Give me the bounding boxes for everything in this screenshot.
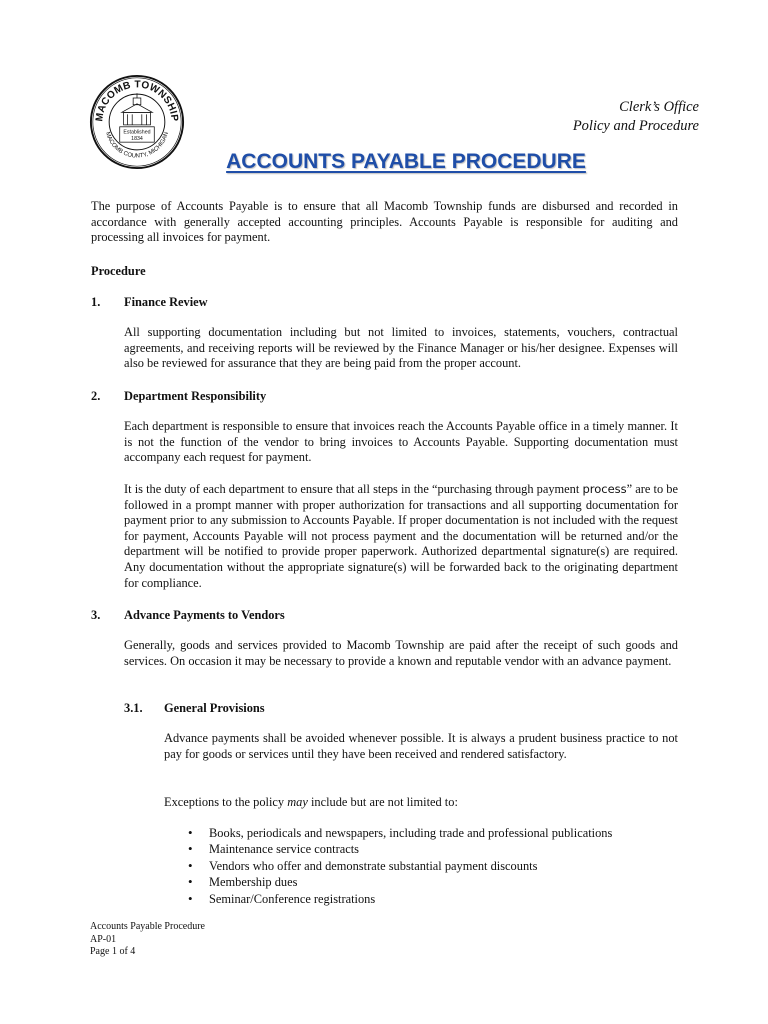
- svg-text:Established: Established: [123, 129, 151, 136]
- svg-text:1834: 1834: [131, 136, 143, 143]
- section-title: Finance Review: [124, 295, 208, 309]
- list-item: • Books, periodicals and newspapers, including trade and professional publications: [188, 825, 678, 841]
- process-word: process: [582, 482, 627, 496]
- body-text: ” are to be followed in a prompt manner with proper authorization for transactions and all supporting documentation for payment prior to any submission to Accounts Payable. If proper documentation is not included with the request for payment, Accounts Payable will not process payment and the documentation will be returned and/or the department will be notified to provide proper paperwork. Authorized departmental signature(s) are required. Any documentation without the appropriate signature(s) will be forwarded back to the originating department for compliance.: [124, 482, 678, 590]
- section-1-heading: [91, 294, 208, 310]
- section-3-heading: [91, 607, 285, 623]
- section-1-body: All supporting documentation including but not limited to invoices, statements, vouchers, contractual agreements, and receiving reports will be reviewed by the Finance Manager or his/her designee. Expenses will also be reviewed for assurance that they are being paid from the proper account.: [124, 325, 678, 371]
- footer-page-number: Page 1 of 4: [90, 946, 136, 957]
- section-2-body-2: [124, 482, 678, 591]
- section-2-heading: [91, 388, 266, 404]
- list-item: • Seminar/Conference registrations: [188, 891, 678, 907]
- list-item: • Vendors who offer and demonstrate substantial payment discounts: [188, 858, 678, 874]
- section-3-body: Generally, goods and services provided to Macomb Township are paid after the receipt of such goods and services. On occasion it may be necessary to provide a known and reputable vendor with an advance payment.: [124, 638, 678, 668]
- page-footer: [90, 921, 205, 959]
- footer-doc-code: AP-01: [90, 933, 117, 945]
- body-text: Exceptions to the policy: [164, 795, 288, 809]
- body-text: It is the duty of each department to ensure that all steps in the “purchasing through payment: [124, 482, 583, 496]
- intro-paragraph: The purpose of Accounts Payable is to ensure that all Macomb Township funds are disbursed and recorded in accordance with generally accepted accounting principles. Accounts Payable is responsible for auditing and processing all invoices for payment.: [91, 199, 678, 245]
- procedure-heading: Procedure: [91, 264, 146, 278]
- header-office-block: [573, 98, 699, 136]
- header-subtitle: Policy and Procedure: [572, 118, 699, 134]
- section-title: Advance Payments to Vendors: [124, 608, 285, 622]
- section-3-1-heading: [124, 700, 265, 716]
- svg-text:MACOMB COUNTY, MICHIGAN: MACOMB COUNTY, MICHIGAN: [104, 131, 170, 160]
- section-number: 2.: [91, 389, 101, 403]
- exceptions-intro: [164, 795, 458, 811]
- emphasis-may: may: [287, 795, 308, 809]
- section-number: 1.: [91, 295, 101, 309]
- list-item: • Membership dues: [188, 874, 678, 890]
- subsection-title: General Provisions: [164, 701, 265, 715]
- section-2-body-1: Each department is responsible to ensure that invoices reach the Accounts Payable office in a timely manner. It is not the function of the vendor to bring invoices to Accounts Payable. Supporting documentation must accompany each request for payment.: [124, 419, 678, 465]
- section-title: Department Responsibility: [124, 389, 267, 403]
- document-title: ACCOUNTS PAYABLE PROCEDURE: [226, 150, 586, 173]
- body-text: include but are not limited to:: [307, 795, 458, 809]
- svg-text:MACOMB TOWNSHIP: MACOMB TOWNSHIP: [94, 79, 180, 123]
- list-item: • Maintenance service contracts: [188, 841, 678, 857]
- footer-doc-title: Accounts Payable Procedure: [90, 921, 205, 932]
- section-3-1-body: Advance payments shall be avoided whenever possible. It is always a prudent business practice to not pay for goods or services until they have been received and rendered satisfactory.: [164, 731, 678, 761]
- office-name: Clerk’s Office: [619, 99, 699, 115]
- exceptions-list: [188, 825, 678, 907]
- subsection-number: 3.1.: [124, 701, 143, 715]
- section-number: 3.: [91, 608, 101, 622]
